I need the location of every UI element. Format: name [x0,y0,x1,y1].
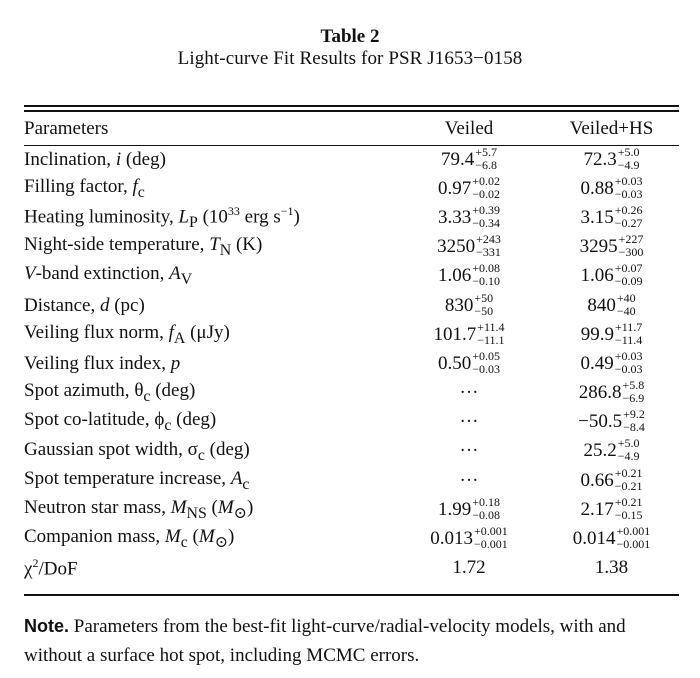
param-text: (pc) [109,294,145,316]
parameter-cell [24,291,394,320]
parameter-cell [24,233,394,262]
table-note [24,612,684,670]
veiled-value-cell [394,349,544,378]
lower-error: −0.001 [473,537,508,552]
parameter-cell [24,437,394,466]
lower-error: −0.15 [614,507,643,522]
lower-error: −0.34 [472,215,501,230]
value: 3.33 [437,206,472,228]
error-bounds [477,319,505,347]
veiled-value-cell [394,408,544,437]
param-text: (μJy) [185,321,230,343]
error-bounds [622,378,645,406]
upper-error: +11.7 [614,319,643,334]
param-subscript: c [137,183,145,201]
value-group [460,440,479,462]
param-subscript: A [173,329,186,347]
upper-error: +5.0 [617,144,640,159]
value: 0.50 [437,352,472,374]
value: 0.013 [430,528,473,550]
param-superscript: 33 [227,203,240,218]
param-text: Neutron star mass, [24,496,171,518]
veiled-value-cell [394,379,544,408]
veiled-value-cell [394,466,544,495]
table-body [24,145,679,583]
upper-error: +0.39 [472,202,501,217]
value: 0.88 [580,177,614,199]
param-symbol: M [217,496,234,518]
param-subscript: c [242,475,250,493]
value: 99.9 [580,323,614,345]
param-superscript: −1 [280,203,294,218]
value-group [430,524,508,552]
error-bounds [617,144,640,172]
upper-error: +5.0 [617,436,640,451]
upper-error: +0.07 [614,261,643,276]
veiled-hs-value-cell [544,466,679,495]
lower-error: −8.4 [623,420,645,435]
value: ··· [459,440,479,462]
param-superscript: 2 [32,556,39,571]
upper-error: +243 [476,232,501,247]
veiled-hs-value-cell [544,145,679,174]
table-row [24,349,679,378]
veiled-value-cell [394,524,544,553]
upper-error: +0.03 [614,173,643,188]
veiled-value-cell [394,437,544,466]
veiled-hs-value-cell [544,554,679,583]
veiled-value-cell [394,320,544,349]
param-symbol: f [168,321,174,343]
veiled-hs-value-cell [544,349,679,378]
error-bounds [618,232,644,260]
lower-error: −0.09 [614,274,643,289]
param-text: (deg) [121,148,166,170]
param-text: ) [246,496,254,518]
lower-error: −6.9 [622,391,645,406]
value-group [444,290,494,318]
value: 1.99 [437,498,472,520]
veiled-value-cell [394,174,544,203]
veiled-hs-value-cell [544,320,679,349]
param-symbol: M [198,526,215,548]
value-group [580,261,643,289]
param-text: Companion mass, [24,526,165,548]
param-text: Spot co-latitude, [24,409,155,431]
lower-error: −0.03 [614,186,643,201]
upper-error: +0.21 [614,494,643,509]
value: ··· [459,382,479,404]
param-text: Spot temperature increase, [24,467,231,489]
table-row [24,291,679,320]
param-text: (deg) [204,438,250,460]
parameter-cell [24,320,394,349]
param-subscript: ⊙ [233,504,247,522]
value-group [583,144,640,172]
value: 101.7 [433,323,477,345]
param-text: -band extinction, [35,263,170,285]
lower-error: −0.02 [472,186,501,201]
param-subscript: c [197,446,205,464]
table-row [24,233,679,262]
param-symbol: A [230,467,243,489]
parameter-cell [24,349,394,378]
value-group [437,173,501,201]
veiled-value-cell [394,145,544,174]
error-bounds [472,348,501,376]
bottom-rule [24,594,679,596]
param-text: Spot azimuth, [24,380,135,402]
parameter-cell [24,408,394,437]
param-text: ) [227,526,235,548]
error-bounds [614,465,643,493]
lower-error: −11.1 [477,332,505,347]
value-group [578,407,645,435]
value-group [580,173,643,201]
value: 2.17 [580,498,614,520]
value-group [595,557,628,579]
value-group [452,557,485,579]
param-symbol: M [164,526,181,548]
param-text: (deg) [150,380,196,402]
param-text: Night-side temperature, [24,234,210,256]
value: ··· [459,469,479,491]
value-group [587,290,636,318]
veiled-hs-value-cell [544,524,679,553]
parameter-cell [24,145,394,174]
upper-error: +0.05 [472,348,501,363]
error-bounds [475,144,498,172]
parameter-cell [24,466,394,495]
upper-error: +227 [618,232,644,247]
error-bounds [616,290,636,318]
error-bounds [476,232,501,260]
upper-error: +0.03 [614,348,643,363]
error-bounds [614,348,643,376]
error-bounds [616,524,651,552]
veiled-hs-value-cell [544,291,679,320]
value: 1.72 [452,557,486,579]
param-subscript: NS [186,504,207,522]
lower-error: −0.08 [472,507,501,522]
veiled-value-cell [394,554,544,583]
value: 1.06 [437,265,472,287]
upper-error: +0.08 [472,261,501,276]
lower-error: −50 [474,303,494,318]
error-bounds [614,494,643,522]
error-bounds [614,202,643,230]
veiled-value-cell [394,233,544,262]
error-bounds [623,407,645,435]
param-text: /DoF [38,558,78,580]
veiled-value-cell [394,291,544,320]
param-text: (K) [231,234,263,256]
value-group [460,470,479,492]
veiled-hs-value-cell [544,379,679,408]
value: 840 [587,294,616,316]
param-symbol: χ [24,558,33,580]
value-group [437,494,501,522]
table-title: Light-curve Fit Results for PSR J1653−0158 [177,48,523,69]
table-row [24,466,679,495]
veiled-hs-value-cell [544,495,679,524]
value: 286.8 [578,382,622,404]
error-bounds [614,261,643,289]
value-group [460,382,479,404]
error-bounds [617,436,640,464]
value-group [572,524,651,552]
header-veiled: Veiled [444,117,494,139]
lower-error: −0.03 [614,361,643,376]
table-row [24,495,679,524]
lower-error: −331 [476,245,501,260]
value: 1.06 [580,265,614,287]
value: ··· [459,411,479,433]
lower-error: −0.21 [614,478,643,493]
upper-error: +40 [616,290,636,305]
veiled-value-cell [394,495,544,524]
value-group [580,494,643,522]
param-subscript: P [189,214,198,232]
veiled-hs-value-cell [544,408,679,437]
error-bounds [614,319,643,347]
table-row [24,437,679,466]
param-subscript: V [180,271,193,289]
param-symbol: θ [134,380,144,402]
lower-error: −300 [618,245,644,260]
parameter-cell [24,203,394,232]
param-text: (10 [197,206,228,228]
value: −50.5 [578,411,623,433]
upper-error: +9.2 [623,407,645,422]
param-subscript: c [164,417,172,435]
param-symbol: A [169,263,181,285]
param-text: Inclination, [24,148,116,170]
param-subscript: c [143,387,151,405]
upper-error: +0.001 [473,524,508,539]
table-row [24,174,679,203]
value: 3250 [437,236,476,258]
param-symbol: M [170,496,187,518]
error-bounds [614,173,643,201]
value-group [580,348,643,376]
param-symbol: T [209,234,220,256]
value: 1.38 [594,557,629,579]
parameter-cell [24,379,394,408]
param-text: Filling factor, [24,175,133,197]
param-text: ( [206,496,218,518]
value: 830 [444,294,474,316]
param-text: erg s [239,206,281,228]
param-text: Veiling flux norm, [24,321,169,343]
value-group [440,144,498,172]
upper-error: +11.4 [477,319,505,334]
table-row [24,524,679,553]
param-text: Gaussian spot width, [24,438,188,460]
param-text: (deg) [171,409,217,431]
value-group [580,202,643,230]
table-row [24,554,679,583]
param-symbol: d [99,294,110,316]
value-group [437,232,501,260]
lower-error: −4.9 [617,157,640,172]
note-text: Parameters from the best-fit light-curve/radial-velocity models, with and without a surface hot spot, including MCMC errors. [24,616,626,666]
table-number: Table 2 [320,26,380,47]
param-symbol: p [170,352,181,374]
lower-error: −0.27 [614,215,643,230]
parameter-cell [24,524,394,553]
veiled-value-cell [394,203,544,232]
lower-error: −40 [616,303,636,318]
param-symbol: ϕ [154,409,165,431]
lower-error: −0.10 [472,274,501,289]
table-row [24,379,679,408]
error-bounds [472,261,501,289]
parameter-cell [24,554,394,583]
table-row [24,145,679,174]
param-symbol: σ [187,438,198,460]
value-group [579,232,644,260]
header-parameters: Parameters [24,117,109,139]
table-caption [0,26,700,70]
veiled-hs-value-cell [544,203,679,232]
value: 0.014 [572,528,616,550]
value-group [578,378,645,406]
parameter-cell [24,495,394,524]
results-table [24,112,679,583]
param-subscript: N [219,242,232,260]
value: 79.4 [440,148,475,170]
veiled-hs-value-cell [544,437,679,466]
table-row [24,320,679,349]
table-row [24,262,679,291]
veiled-hs-value-cell [544,233,679,262]
note-label: Note. [24,616,69,636]
value: 25.2 [583,440,617,462]
table-document [0,26,700,678]
param-text: Distance, [24,294,100,316]
value: 0.97 [437,177,472,199]
error-bounds [472,173,501,201]
value: 3295 [579,236,618,258]
param-text: Veiling flux index, [24,352,171,374]
veiled-hs-value-cell [544,262,679,291]
param-symbol: L [178,206,190,228]
header-row [24,112,679,145]
upper-error: +0.21 [614,465,643,480]
value: 3.15 [580,206,614,228]
param-symbol: f [132,175,138,197]
param-text: ) [293,206,300,228]
error-bounds [472,494,501,522]
upper-error: +0.26 [614,202,643,217]
error-bounds [473,524,508,552]
value-group [580,319,643,347]
parameter-cell [24,174,394,203]
upper-error: +0.18 [472,494,501,509]
top-rule [24,105,679,107]
parameter-cell [24,262,394,291]
param-subscript: ⊙ [214,533,228,551]
upper-error: +0.02 [472,173,501,188]
table-row [24,408,679,437]
upper-error: +0.001 [616,524,651,539]
value-group [437,202,501,230]
value-group [580,465,643,493]
upper-error: +50 [474,290,494,305]
value-group [583,436,640,464]
error-bounds [472,202,501,230]
param-text: Heating luminosity, [24,206,179,228]
value: 0.49 [580,352,614,374]
value-group [437,261,501,289]
lower-error: −0.001 [616,537,651,552]
lower-error: −4.9 [617,449,640,464]
param-subscript: c [180,533,188,551]
lower-error: −0.03 [472,361,501,376]
param-text: ( [187,526,199,548]
value: 72.3 [583,148,617,170]
param-symbol: i [115,148,122,170]
veiled-value-cell [394,262,544,291]
table-row [24,203,679,232]
header-veiled-hs: Veiled+HS [569,117,654,139]
value-group [437,348,501,376]
param-symbol: V [24,263,36,285]
upper-error: +5.8 [622,378,645,393]
error-bounds [474,290,494,318]
upper-error: +5.7 [475,144,498,159]
lower-error: −6.8 [475,157,498,172]
lower-error: −11.4 [614,332,643,347]
value-group [433,319,505,347]
veiled-hs-value-cell [544,174,679,203]
value: 0.66 [580,469,614,491]
value-group [460,411,479,433]
